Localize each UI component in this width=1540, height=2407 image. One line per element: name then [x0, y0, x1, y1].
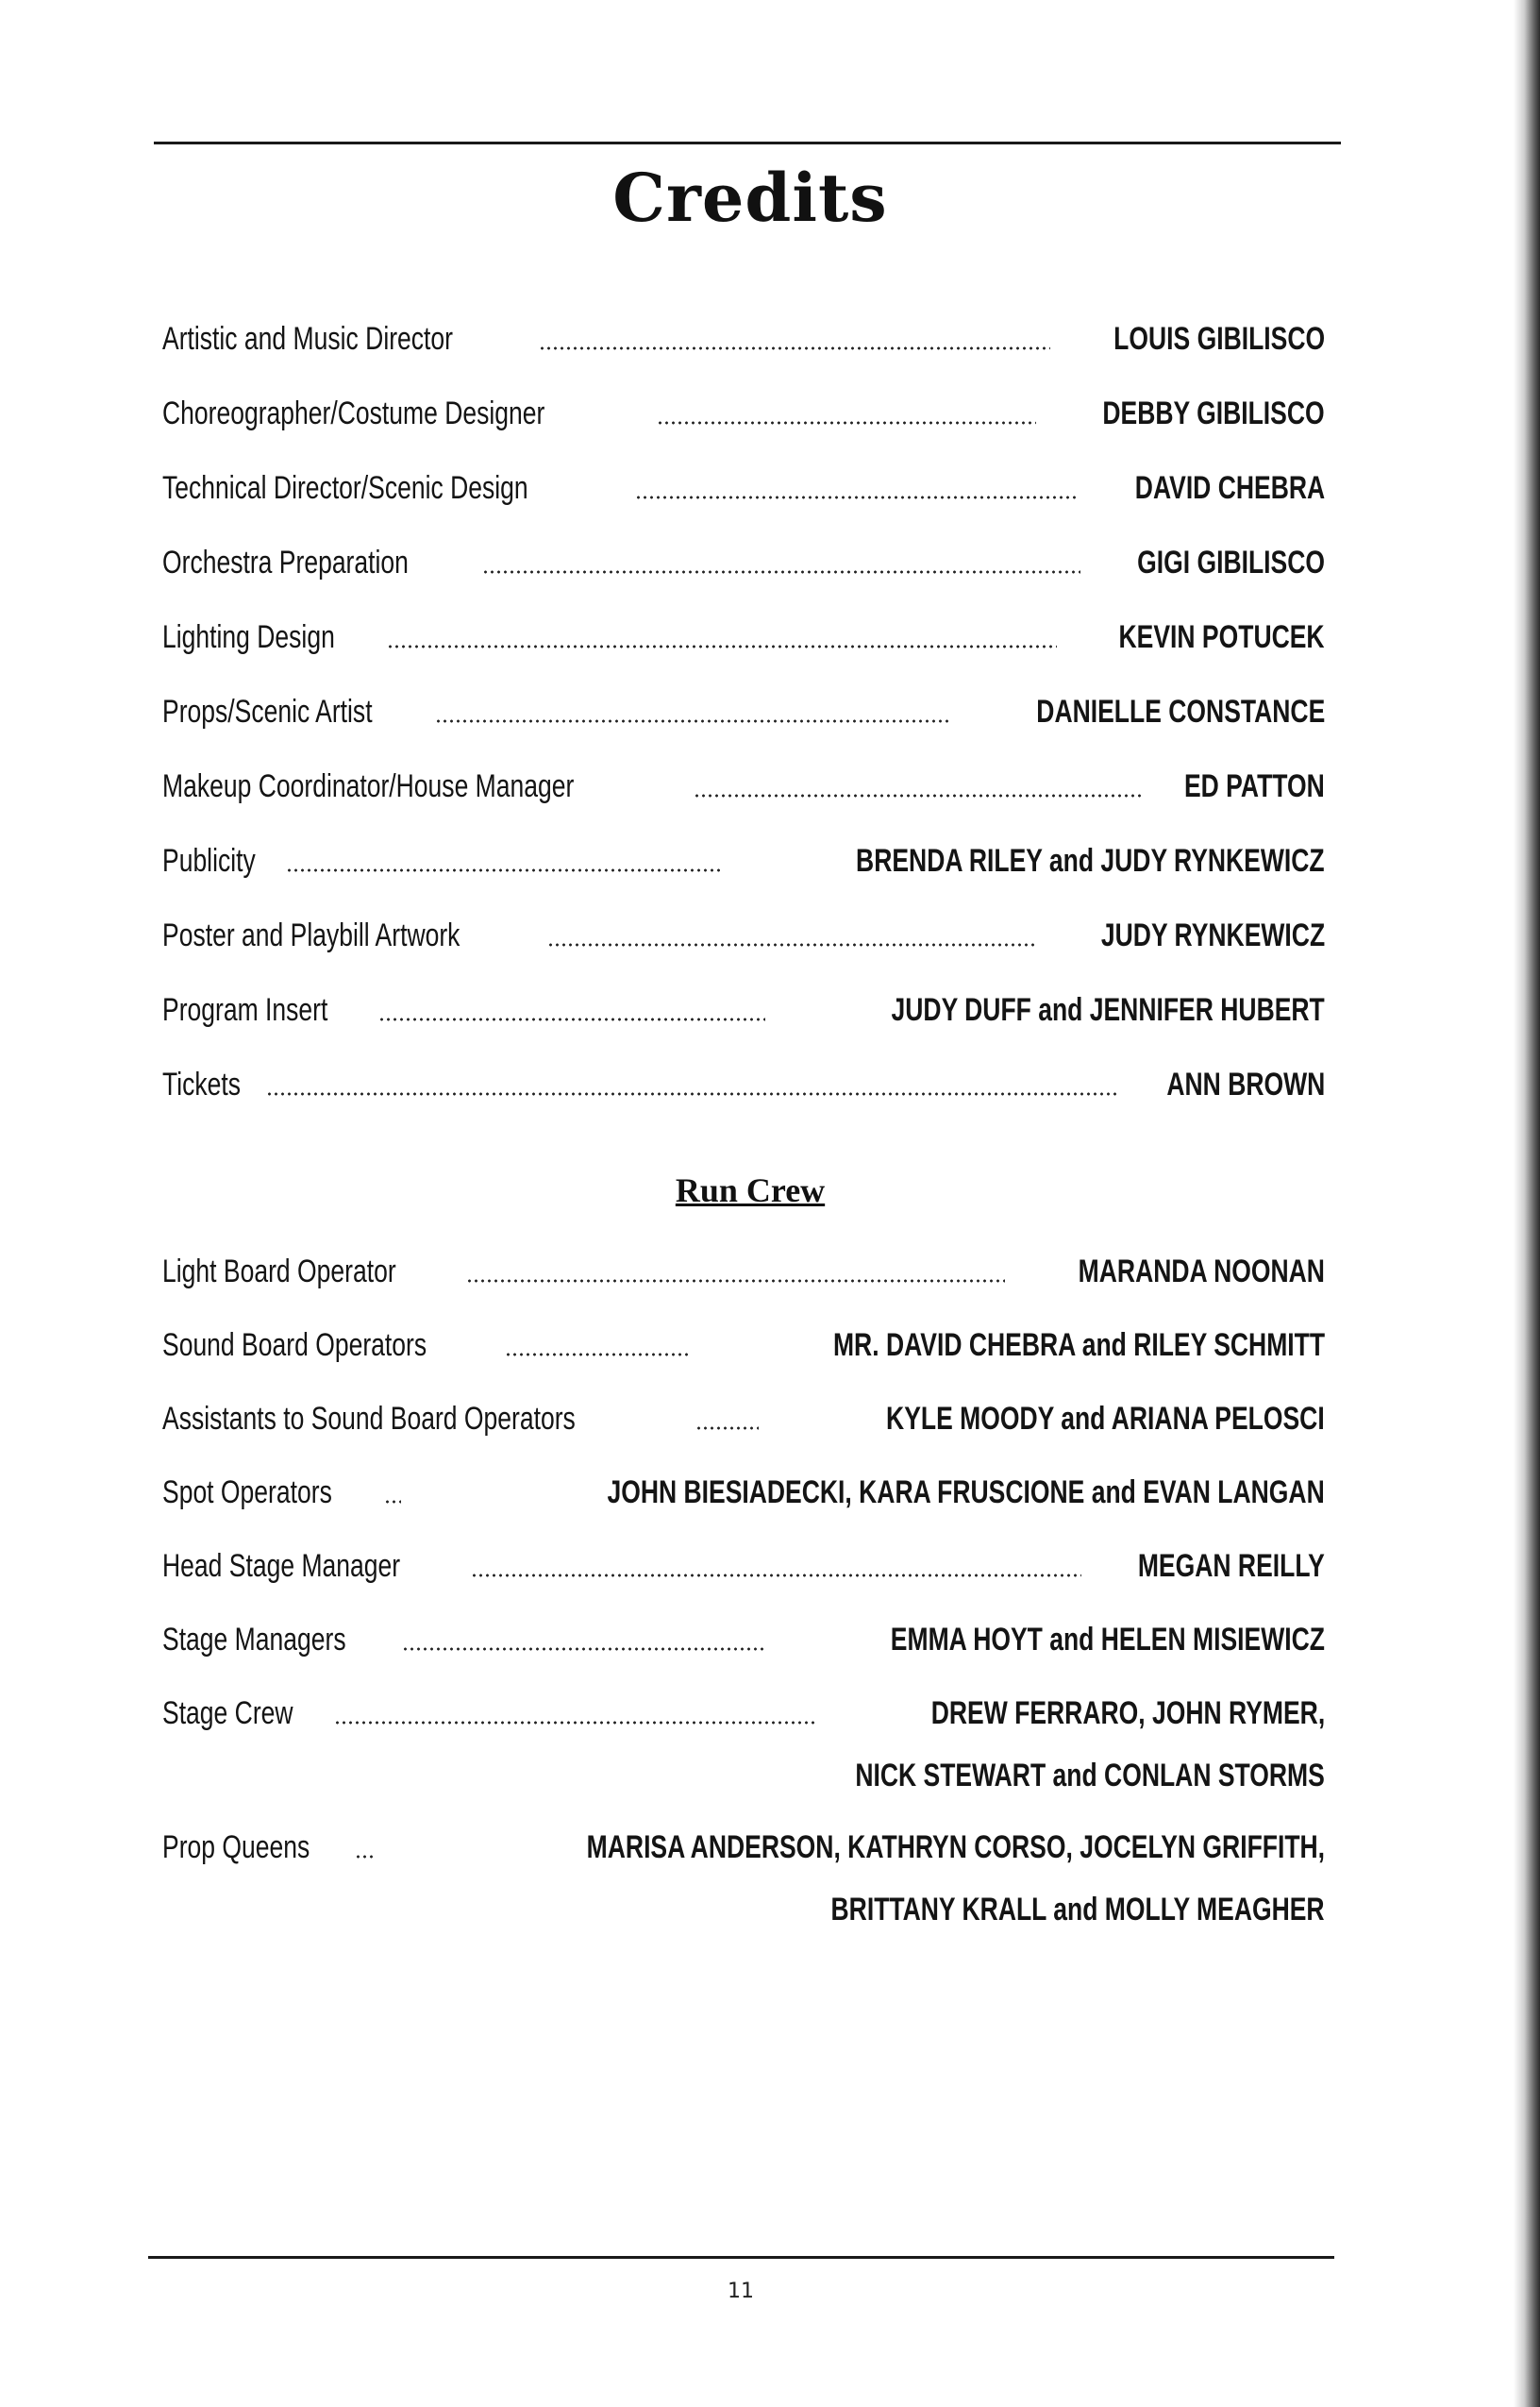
credit-role: Props/Scenic Artist	[162, 694, 373, 730]
page-title: Credits	[612, 159, 888, 237]
credit-role: Poster and Playbill Artwork	[162, 917, 460, 953]
dot-leader	[286, 868, 721, 872]
dot-leader	[694, 794, 1141, 798]
dot-leader	[505, 1353, 691, 1356]
run-crew-row	[162, 1829, 1325, 1866]
dot-leader	[539, 346, 1050, 350]
credit-name: GIGI GIBILISCO	[1137, 545, 1325, 581]
credit-row	[162, 917, 1325, 954]
page-edge-shadow	[1514, 0, 1540, 2407]
dot-leader	[482, 570, 1080, 574]
dot-leader	[402, 1647, 765, 1651]
credit-name: JUDY RYNKEWICZ	[1100, 917, 1325, 953]
credit-row	[162, 321, 1325, 358]
credit-name: MR. DAVID CHEBRA and RILEY SCHMITT	[832, 1327, 1325, 1363]
credit-row	[162, 843, 1325, 880]
credit-name: JOHN BIESIADECKI, KARA FRUSCIONE and EVAN LANGAN	[607, 1474, 1325, 1510]
credit-name: KYLE MOODY and ARIANA PELOSCI	[886, 1401, 1325, 1437]
credit-row	[162, 768, 1325, 805]
credit-name: MARISA ANDERSON, KATHRYN CORSO, JOCELYN GRIFFITH,	[586, 1829, 1325, 1865]
credit-name: MARANDA NOONAN	[1078, 1254, 1325, 1289]
credit-role: Stage Managers	[162, 1622, 346, 1658]
dot-leader	[466, 1279, 1006, 1283]
credit-row	[162, 619, 1325, 656]
dot-leader	[378, 1018, 765, 1021]
credit-row	[162, 396, 1325, 432]
credit-name: ED PATTON	[1184, 768, 1325, 804]
dot-leader	[266, 1092, 1117, 1096]
credit-role: Head Stage Manager	[162, 1548, 401, 1584]
bottom-rule	[148, 2256, 1334, 2259]
run-crew-heading: Run Crew	[675, 1171, 826, 1209]
dot-leader	[657, 421, 1037, 425]
page-number: 11	[728, 2280, 754, 2303]
credit-role: Choreographer/Costume Designer	[162, 396, 545, 431]
credit-role: Lighting Design	[162, 619, 335, 655]
credit-name-continuation: BRITTANY KRALL and MOLLY MEAGHER	[830, 1892, 1325, 1927]
credit-name: DEBBY GIBILISCO	[1102, 396, 1325, 431]
credit-role: Technical Director/Scenic Design	[162, 470, 528, 506]
credit-name: JUDY DUFF and JENNIFER HUBERT	[891, 992, 1325, 1028]
credit-name: EMMA HOYT and HELEN MISIEWICZ	[890, 1622, 1325, 1658]
credit-row	[162, 992, 1325, 1029]
credit-role: Artistic and Music Director	[162, 321, 454, 357]
run-crew-row	[162, 1548, 1325, 1585]
credit-role: Tickets	[162, 1067, 242, 1103]
run-crew-row	[162, 1622, 1325, 1658]
dot-leader	[387, 645, 1057, 648]
credit-row	[162, 545, 1325, 581]
credit-role: Makeup Coordinator/House Manager	[162, 768, 575, 804]
dot-leader	[355, 1855, 375, 1859]
credit-row	[162, 1067, 1325, 1103]
dot-leader	[334, 1721, 816, 1725]
dot-leader	[471, 1574, 1081, 1577]
credit-name: MEGAN REILLY	[1138, 1548, 1325, 1584]
credit-role: Prop Queens	[162, 1829, 310, 1865]
top-rule	[154, 142, 1341, 144]
credit-name: DANIELLE CONSTANCE	[1036, 694, 1325, 730]
credit-name: KEVIN POTUCEK	[1118, 619, 1325, 655]
credit-name-continuation: NICK STEWART and CONLAN STORMS	[855, 1758, 1325, 1793]
credit-role: Assistants to Sound Board Operators	[162, 1401, 576, 1437]
dot-leader	[695, 1426, 759, 1430]
credit-name: DAVID CHEBRA	[1134, 470, 1325, 506]
credit-row	[162, 470, 1325, 507]
run-crew-row	[162, 1474, 1325, 1511]
run-crew-row	[162, 1327, 1325, 1364]
credit-name: BRENDA RILEY and JUDY RYNKEWICZ	[856, 843, 1325, 879]
credit-role: Spot Operators	[162, 1474, 332, 1510]
run-crew-row	[162, 1254, 1325, 1290]
run-crew-row	[162, 1695, 1325, 1732]
credit-role: Orchestra Preparation	[162, 545, 409, 581]
credit-role: Sound Board Operators	[162, 1327, 427, 1363]
credit-role: Publicity	[162, 843, 256, 879]
credit-role: Light Board Operator	[162, 1254, 396, 1289]
credit-row	[162, 694, 1325, 731]
credit-name: DREW FERRARO, JOHN RYMER,	[930, 1695, 1325, 1731]
dot-leader	[384, 1500, 402, 1504]
dot-leader	[547, 943, 1033, 947]
credit-name: ANN BROWN	[1166, 1067, 1325, 1103]
run-crew-row	[162, 1401, 1325, 1438]
dot-leader	[435, 719, 950, 723]
dot-leader	[635, 496, 1078, 499]
credit-role: Stage Crew	[162, 1695, 293, 1731]
credit-name: LOUIS GIBILISCO	[1113, 321, 1325, 357]
credit-role: Program Insert	[162, 992, 328, 1028]
